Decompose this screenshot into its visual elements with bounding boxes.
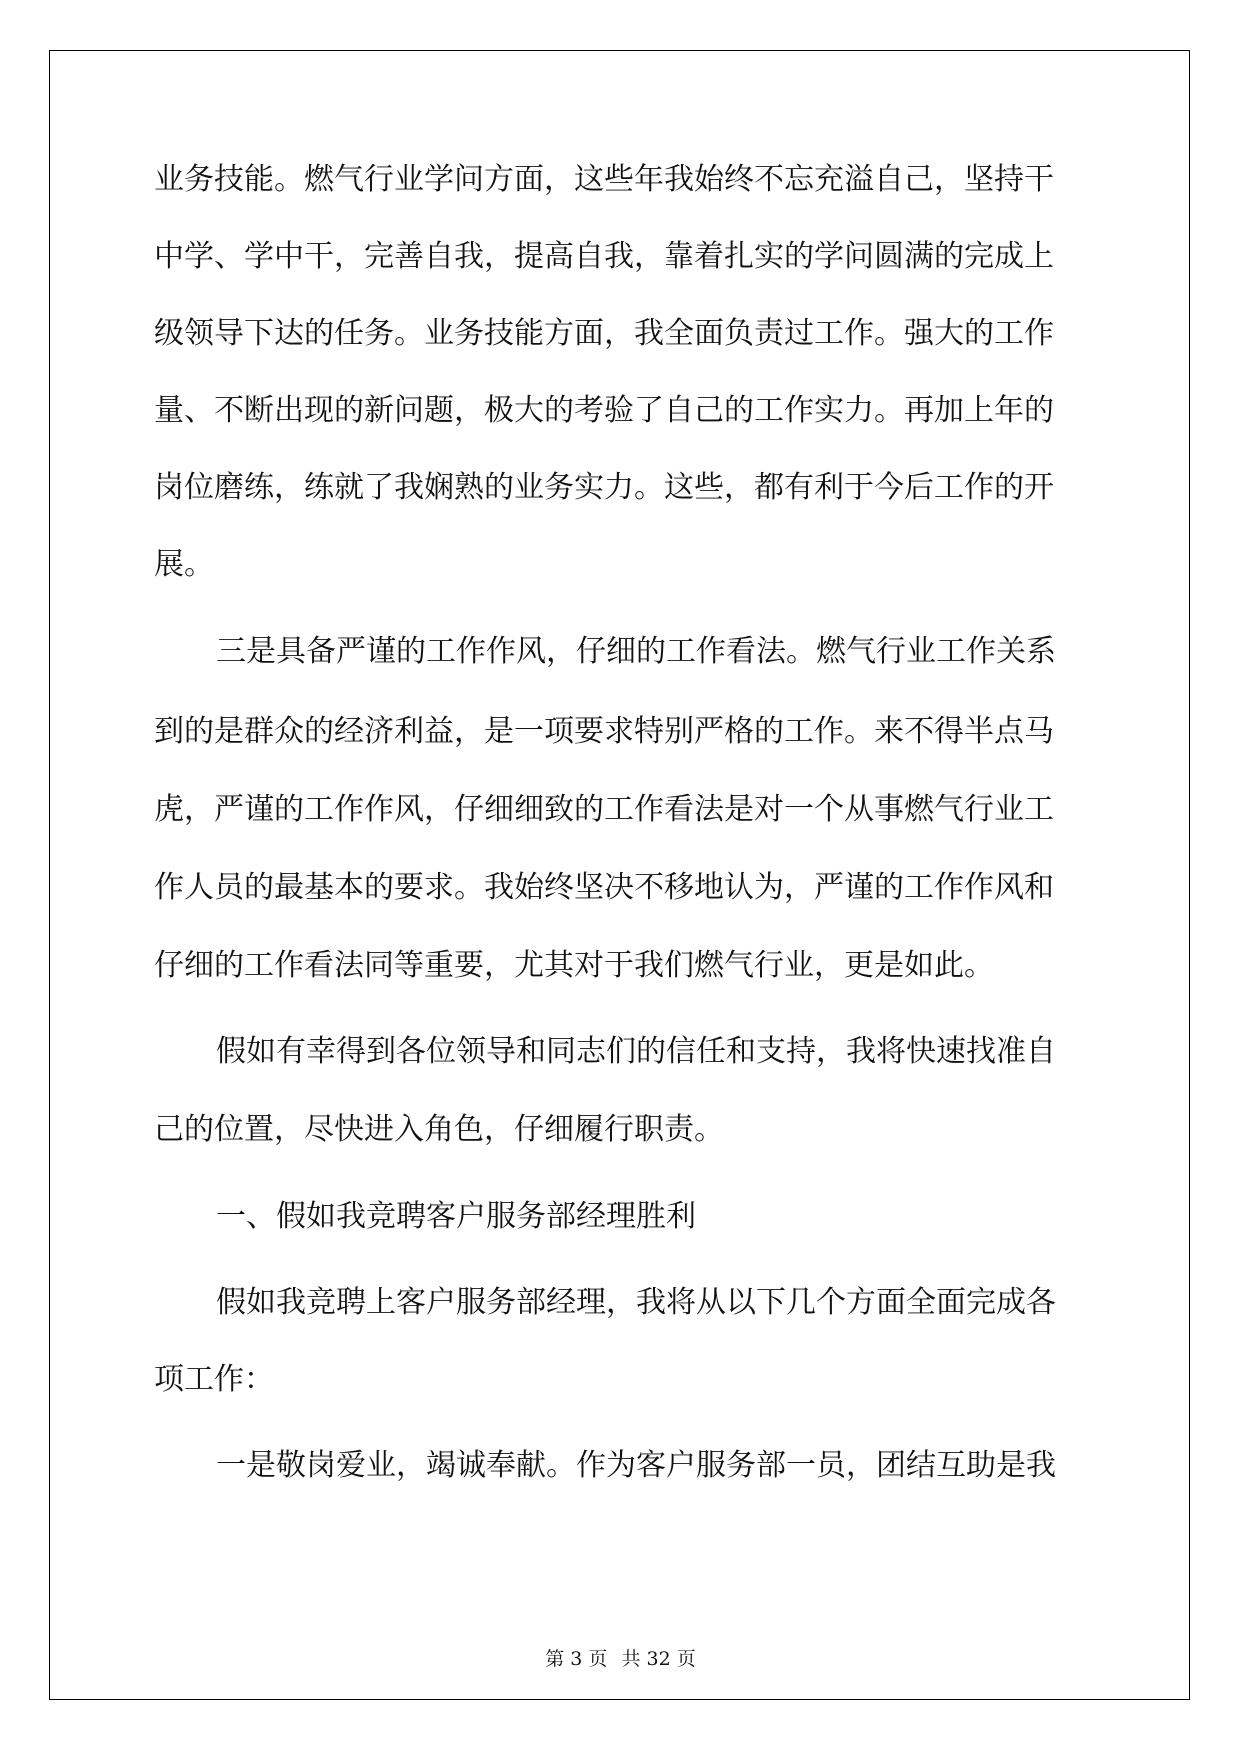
text-line: 作人员的最基本的要求。我始终坚决不移地认为，严谨的工作作风和 (154, 870, 1054, 905)
text-line: 级领导下达的任务。业务技能方面，我全面负责过工作。强大的工作 (154, 316, 1054, 351)
text-line: 一是敬岗爱业，竭诚奉献。作为客户服务部一员，团结互助是我 (216, 1448, 1056, 1483)
section-heading: 一、假如我竞聘客户服务部经理胜利 (216, 1199, 696, 1234)
text-line: 虎，严谨的工作作风，仔细细致的工作看法是对一个从事燃气行业工 (154, 792, 1054, 827)
text-line: 假如有幸得到各位领导和同志们的信任和支持，我将快速找准自 (216, 1034, 1056, 1069)
text-line: 展。 (154, 547, 214, 582)
text-line: 到的是群众的经济利益，是一项要求特别严格的工作。来不得半点马 (154, 714, 1054, 749)
text-line: 项工作： (154, 1362, 274, 1397)
text-line: 仔细的工作看法同等重要，尤其对于我们燃气行业，更是如此。 (154, 948, 994, 983)
text-line: 业务技能。燃气行业学问方面，这些年我始终不忘充溢自己，坚持干 (154, 162, 1054, 197)
page-total: 共 32 页 (621, 1648, 696, 1670)
text-line: 三是具备严谨的工作作风，仔细的工作看法。燃气行业工作关系 (216, 634, 1056, 669)
page-footer (0, 1644, 1241, 1671)
text-line: 量、不断出现的新问题，极大的考验了自己的工作实力。再加上年的 (154, 393, 1054, 428)
page-number: 第 3 页 (545, 1648, 608, 1670)
text-line: 己的位置，尽快进入角色，仔细履行职责。 (154, 1112, 724, 1147)
text-line: 假如我竞聘上客户服务部经理，我将从以下几个方面全面完成各 (216, 1285, 1056, 1320)
text-line: 中学、学中干，完善自我，提高自我，靠着扎实的学问圆满的完成上 (154, 239, 1054, 274)
text-line: 岗位磨练，练就了我娴熟的业务实力。这些，都有利于今后工作的开 (154, 470, 1054, 505)
